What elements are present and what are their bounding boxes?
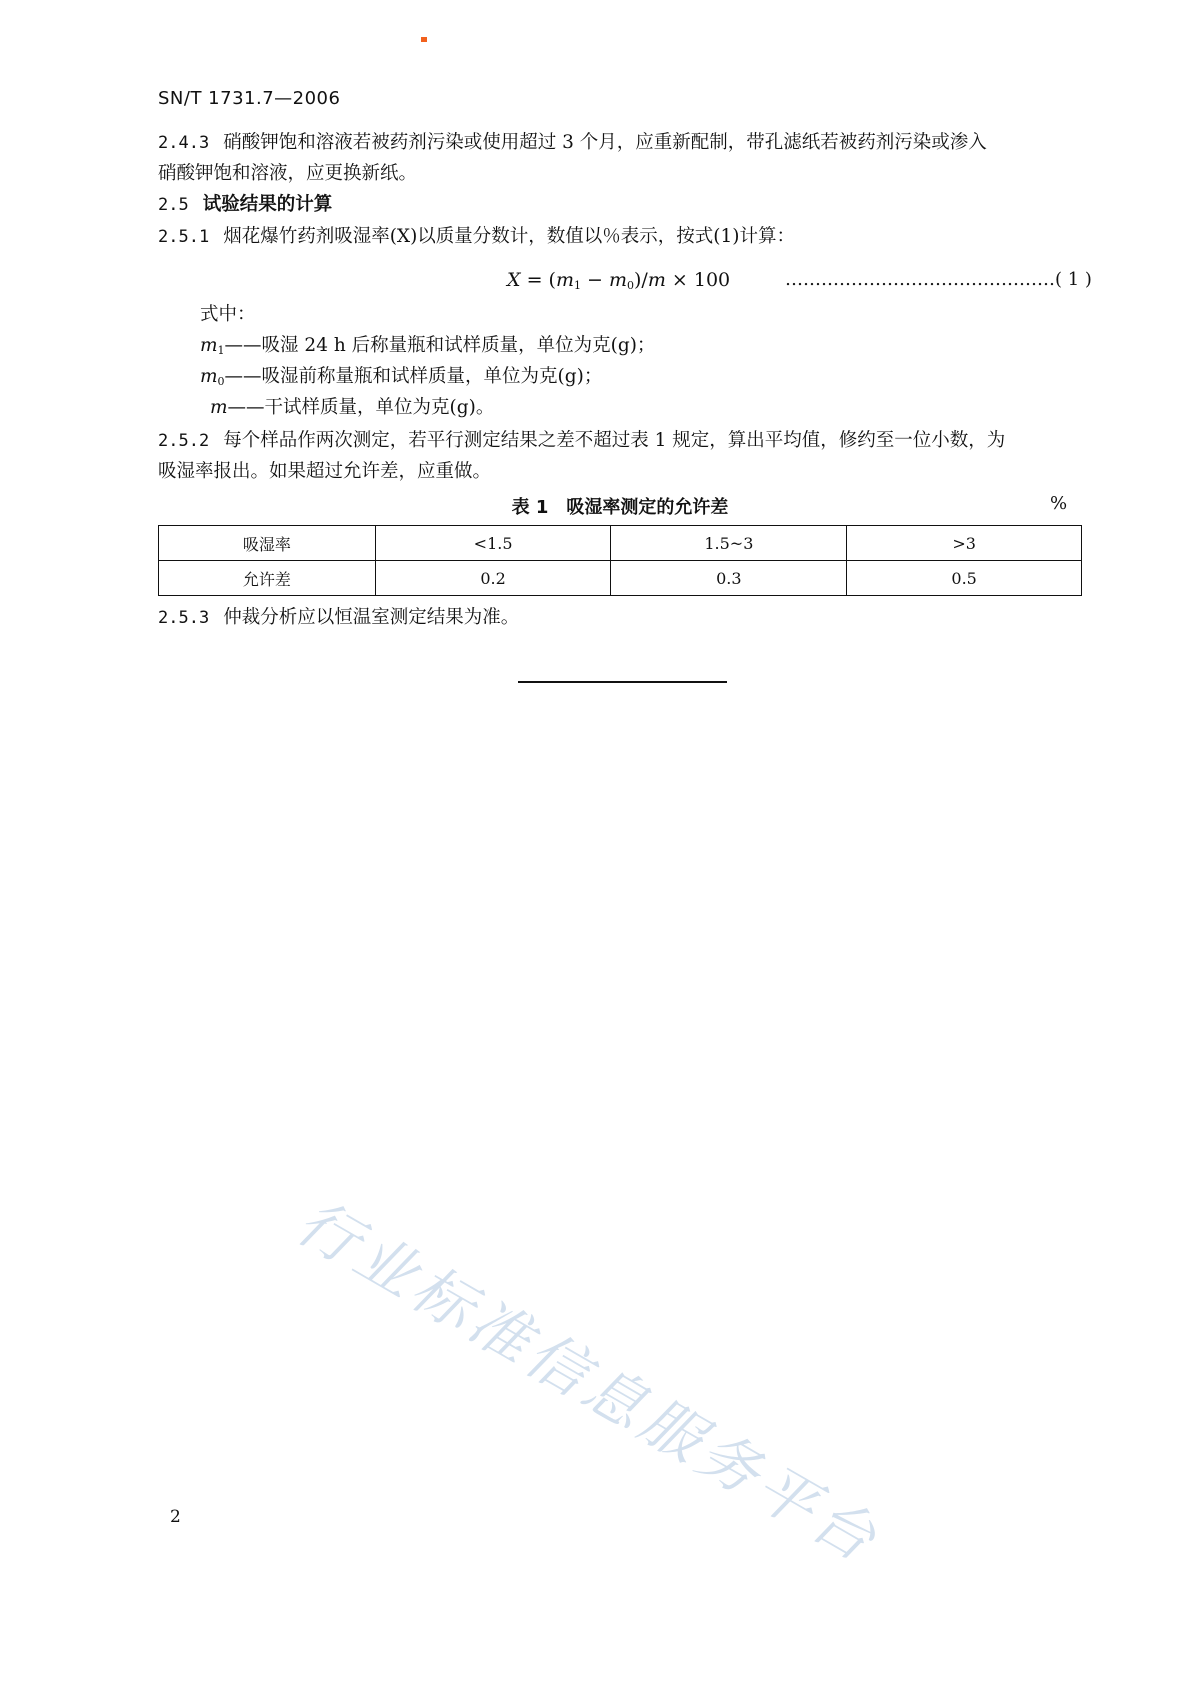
tolerance-table [158, 525, 1082, 596]
clause-number: 2.5.1 [158, 227, 210, 247]
symbol-definition: ——干试样质量，单位为克(g)。 [227, 397, 495, 418]
symbol: m [200, 335, 218, 356]
table-caption: 表 1 吸湿率测定的允许差 [511, 497, 729, 518]
end-rule [518, 681, 727, 683]
clause-text: 硝酸钾饱和溶液若被药剂污染或使用超过 3 个月，应重新配制，带孔滤纸若被药剂污染或渗入 [223, 132, 987, 153]
formula-close: )/ [634, 269, 648, 291]
watermark: 行业标准信息服务平台 [285, 1187, 892, 1578]
table-cell: >3 [847, 526, 1082, 561]
table-row [159, 561, 1082, 596]
equation-number: ………………………………………( 1 ) [785, 269, 1092, 290]
section-2-5-heading [158, 192, 332, 218]
clause-text: 烟花爆竹药剂吸湿率(X)以质量分数计，数值以％表示，按式(1)计算： [223, 226, 796, 247]
clause-2-5-2-line1 [158, 428, 1005, 454]
symbol-sub: 0 [217, 375, 225, 388]
clause-2-5-2-line2: 吸湿率报出。如果超过允许差，应重做。 [158, 461, 492, 482]
table-cell: 吸湿率 [159, 526, 376, 561]
clause-text: 每个样品作两次测定，若平行测定结果之差不超过表 1 规定，算出平均值，修约至一位小数，为 [223, 430, 1006, 451]
formula-eq: = ( [520, 269, 556, 291]
symbol: m [210, 397, 228, 418]
table-cell: <1.5 [375, 526, 611, 561]
formula-minus: − [580, 269, 609, 291]
symbol: m [200, 366, 218, 387]
formula-m0: m [608, 269, 628, 291]
page-number: 2 [170, 1507, 181, 1527]
formula-tail: × 100 [665, 269, 731, 291]
clause-2-5-3 [158, 605, 519, 631]
table-cell: 1.5~3 [611, 526, 847, 561]
section-title: 试验结果的计算 [202, 194, 333, 215]
clause-2-5-1 [158, 224, 795, 250]
orange-mark [421, 37, 427, 42]
symbol-sub: 1 [217, 344, 225, 357]
clause-number: 2.5.3 [158, 608, 210, 628]
formula [507, 269, 730, 292]
where-label: 式中： [200, 304, 256, 325]
section-number: 2.5 [158, 195, 189, 215]
table-unit: % [1050, 493, 1068, 514]
table-cell: 0.3 [611, 561, 847, 596]
where-item [200, 364, 602, 395]
table-cell: 0.2 [375, 561, 611, 596]
formula-m1-sub: 1 [573, 279, 581, 292]
table-cell: 0.5 [847, 561, 1082, 596]
formula-m: m [647, 269, 666, 291]
clause-number: 2.4.3 [158, 133, 210, 153]
symbol-definition: ——吸湿前称量瓶和试样质量，单位为克(g)； [224, 366, 603, 387]
formula-lhs: X [507, 269, 521, 291]
clause-text: 仲裁分析应以恒温室测定结果为准。 [223, 607, 520, 628]
clause-2-4-3-line2: 硝酸钾饱和溶液，应更换新纸。 [158, 163, 418, 184]
clause-number: 2.5.2 [158, 431, 210, 451]
where-item [210, 395, 494, 426]
where-item [200, 333, 655, 364]
table-cell: 允许差 [159, 561, 376, 596]
clause-2-4-3-line1 [158, 130, 987, 156]
formula-m0-sub: 0 [627, 279, 635, 292]
document-header: SN/T 1731.7—2006 [158, 88, 341, 109]
symbol-definition: ——吸湿 24 h 后称量瓶和试样质量，单位为克(g)； [224, 335, 656, 356]
formula-m1: m [555, 269, 574, 291]
table-row [159, 526, 1082, 561]
